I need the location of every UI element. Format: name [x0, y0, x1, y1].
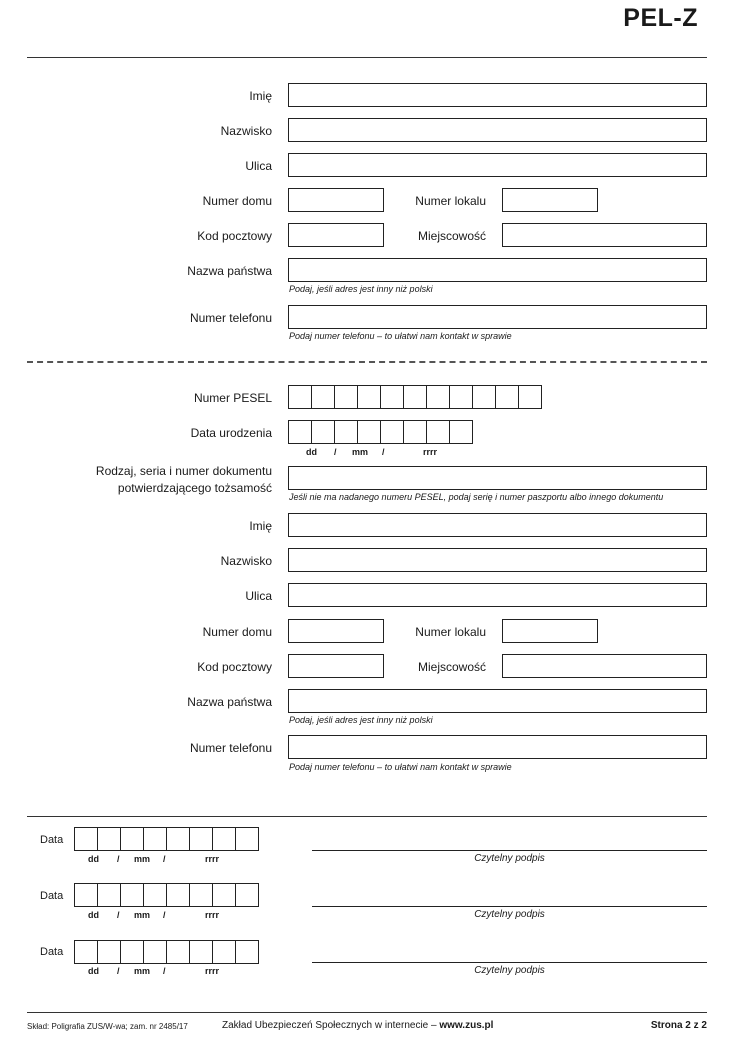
date-digit-box[interactable]: [357, 420, 381, 444]
date-yyyy-caption: rrrr: [205, 966, 220, 976]
date-digit-box[interactable]: [311, 420, 335, 444]
page-number: Strona 2 z 2: [650, 1020, 707, 1031]
flat-no-field[interactable]: [502, 619, 598, 643]
signature-caption: Czytelny podpis: [474, 965, 545, 976]
date-label: Data: [40, 834, 64, 846]
section-divider: [27, 361, 707, 363]
date-sep: /: [163, 966, 166, 976]
flat-no-field[interactable]: [502, 188, 598, 212]
first-name-label: Imię: [249, 519, 272, 533]
pesel-field[interactable]: [288, 385, 541, 409]
date-sep: /: [117, 854, 120, 864]
last-name-label: Nazwisko: [220, 124, 272, 138]
signature-line[interactable]: [312, 906, 707, 907]
footer-divider: [27, 1012, 707, 1013]
date-digit-box[interactable]: [235, 827, 259, 851]
first-name-field[interactable]: [288, 513, 707, 537]
pesel-digit-box[interactable]: [449, 385, 473, 409]
document-label-line1: Rodzaj, seria i numer dokumentu: [95, 464, 272, 478]
house-no-field[interactable]: [288, 188, 384, 212]
date-digit-box[interactable]: [166, 883, 190, 907]
date-digit-box[interactable]: [212, 883, 236, 907]
phone-label: Numer telefonu: [189, 311, 272, 325]
date-digit-box[interactable]: [212, 940, 236, 964]
document-label-line2: potwierdzającego tożsamość: [117, 481, 272, 495]
date-yyyy-caption: rrrr: [205, 910, 220, 920]
house-no-label: Numer domu: [202, 625, 272, 639]
phone-label: Numer telefonu: [189, 741, 272, 755]
date-digit-box[interactable]: [189, 940, 213, 964]
city-label: Miejscowość: [417, 229, 486, 243]
date-mm-caption: mm: [134, 910, 151, 920]
pesel-digit-box[interactable]: [518, 385, 542, 409]
street-label: Ulica: [245, 589, 272, 603]
website-link[interactable]: www.zus.pl: [439, 1020, 494, 1031]
pesel-digit-box[interactable]: [380, 385, 404, 409]
postal-code-field[interactable]: [288, 223, 384, 247]
first-name-field[interactable]: [288, 83, 707, 107]
date-mm-caption: mm: [134, 854, 151, 864]
date-label: Data: [40, 890, 64, 902]
signature-line[interactable]: [312, 962, 707, 963]
flat-no-label: Numer lokalu: [415, 625, 486, 639]
signature-date-field[interactable]: [74, 940, 258, 964]
pesel-digit-box[interactable]: [288, 385, 312, 409]
city-field[interactable]: [502, 654, 707, 678]
postal-code-field[interactable]: [288, 654, 384, 678]
country-field[interactable]: [288, 689, 707, 713]
street-field[interactable]: [288, 153, 707, 177]
phone-hint: Podaj numer telefonu – to ułatwi nam kontakt w sprawie: [289, 331, 512, 341]
birth-date-label: Data urodzenia: [190, 426, 272, 440]
birth-date-sep: /: [334, 447, 337, 457]
signature-caption: Czytelny podpis: [474, 853, 545, 864]
date-digit-box[interactable]: [212, 827, 236, 851]
last-name-label: Nazwisko: [220, 554, 272, 568]
date-dd-caption: dd: [88, 854, 99, 864]
signature-caption: Czytelny podpis: [474, 909, 545, 920]
signature-divider: [27, 816, 707, 817]
pesel-digit-box[interactable]: [357, 385, 381, 409]
first-name-label: Imię: [249, 89, 272, 103]
date-digit-box[interactable]: [235, 883, 259, 907]
date-dd-caption: dd: [88, 966, 99, 976]
form-code: PEL-Z: [623, 4, 698, 32]
header-divider: [27, 57, 707, 58]
date-mm-caption: mm: [134, 966, 151, 976]
date-label: Data: [40, 946, 64, 958]
internet-info: [222, 1020, 493, 1031]
date-digit-box[interactable]: [120, 940, 144, 964]
date-digit-box[interactable]: [97, 827, 121, 851]
pesel-digit-box[interactable]: [334, 385, 358, 409]
house-no-field[interactable]: [288, 619, 384, 643]
birth-date-sep: /: [382, 447, 385, 457]
date-digit-box[interactable]: [143, 940, 167, 964]
country-hint: Podaj, jeśli adres jest inny niż polski: [289, 284, 433, 294]
birth-date-yyyy-caption: rrrr: [423, 447, 438, 457]
street-field[interactable]: [288, 583, 707, 607]
house-no-label: Numer domu: [202, 194, 272, 208]
date-sep: /: [117, 910, 120, 920]
pesel-digit-box[interactable]: [472, 385, 496, 409]
last-name-field[interactable]: [288, 118, 707, 142]
document-hint: Jeśli nie ma nadanego numeru PESEL, podaj serię i numer paszportu albo innego dokumentu: [289, 492, 664, 502]
date-digit-box[interactable]: [403, 420, 427, 444]
date-digit-box[interactable]: [97, 940, 121, 964]
date-digit-box[interactable]: [97, 883, 121, 907]
date-digit-box[interactable]: [74, 940, 98, 964]
postal-code-label: Kod pocztowy: [197, 660, 272, 674]
birth-date-mm-caption: mm: [352, 447, 369, 457]
street-label: Ulica: [245, 159, 272, 173]
signature-line[interactable]: [312, 850, 707, 851]
date-digit-box[interactable]: [74, 883, 98, 907]
phone-hint: Podaj numer telefonu – to ułatwi nam kontakt w sprawie: [289, 762, 512, 772]
pesel-digit-box[interactable]: [426, 385, 450, 409]
city-label: Miejscowość: [417, 660, 486, 674]
date-digit-box[interactable]: [288, 420, 312, 444]
city-field[interactable]: [502, 223, 707, 247]
date-dd-caption: dd: [88, 910, 99, 920]
date-digit-box[interactable]: [449, 420, 473, 444]
birth-date-field[interactable]: [288, 420, 472, 444]
date-digit-box[interactable]: [189, 883, 213, 907]
date-digit-box[interactable]: [426, 420, 450, 444]
date-digit-box[interactable]: [143, 883, 167, 907]
country-label: Nazwa państwa: [187, 264, 272, 278]
print-info: Skład: Poligrafia ZUS/W-wa; zam. nr 2485/17: [27, 1022, 188, 1031]
country-field[interactable]: [288, 258, 707, 282]
pesel-digit-box[interactable]: [403, 385, 427, 409]
date-digit-box[interactable]: [143, 827, 167, 851]
date-sep: /: [163, 910, 166, 920]
last-name-field[interactable]: [288, 548, 707, 572]
phone-field[interactable]: [288, 735, 707, 759]
postal-code-label: Kod pocztowy: [197, 229, 272, 243]
date-sep: /: [117, 966, 120, 976]
date-digit-box[interactable]: [166, 940, 190, 964]
date-digit-box[interactable]: [189, 827, 213, 851]
signature-date-field[interactable]: [74, 883, 258, 907]
document-field[interactable]: [288, 466, 707, 490]
pesel-digit-box[interactable]: [311, 385, 335, 409]
pesel-label: Numer PESEL: [193, 391, 272, 405]
date-digit-box[interactable]: [235, 940, 259, 964]
date-digit-box[interactable]: [120, 883, 144, 907]
country-hint: Podaj, jeśli adres jest inny niż polski: [289, 715, 433, 725]
date-sep: /: [163, 854, 166, 864]
country-label: Nazwa państwa: [187, 695, 272, 709]
signature-date-field[interactable]: [74, 827, 258, 851]
date-digit-box[interactable]: [380, 420, 404, 444]
date-digit-box[interactable]: [120, 827, 144, 851]
flat-no-label: Numer lokalu: [415, 194, 486, 208]
internet-text: Zakład Ubezpieczeń Społecznych w internecie –: [222, 1020, 440, 1031]
pesel-digit-box[interactable]: [495, 385, 519, 409]
birth-date-dd-caption: dd: [306, 447, 317, 457]
date-digit-box[interactable]: [334, 420, 358, 444]
date-digit-box[interactable]: [74, 827, 98, 851]
date-digit-box[interactable]: [166, 827, 190, 851]
date-yyyy-caption: rrrr: [205, 854, 220, 864]
phone-field[interactable]: [288, 305, 707, 329]
